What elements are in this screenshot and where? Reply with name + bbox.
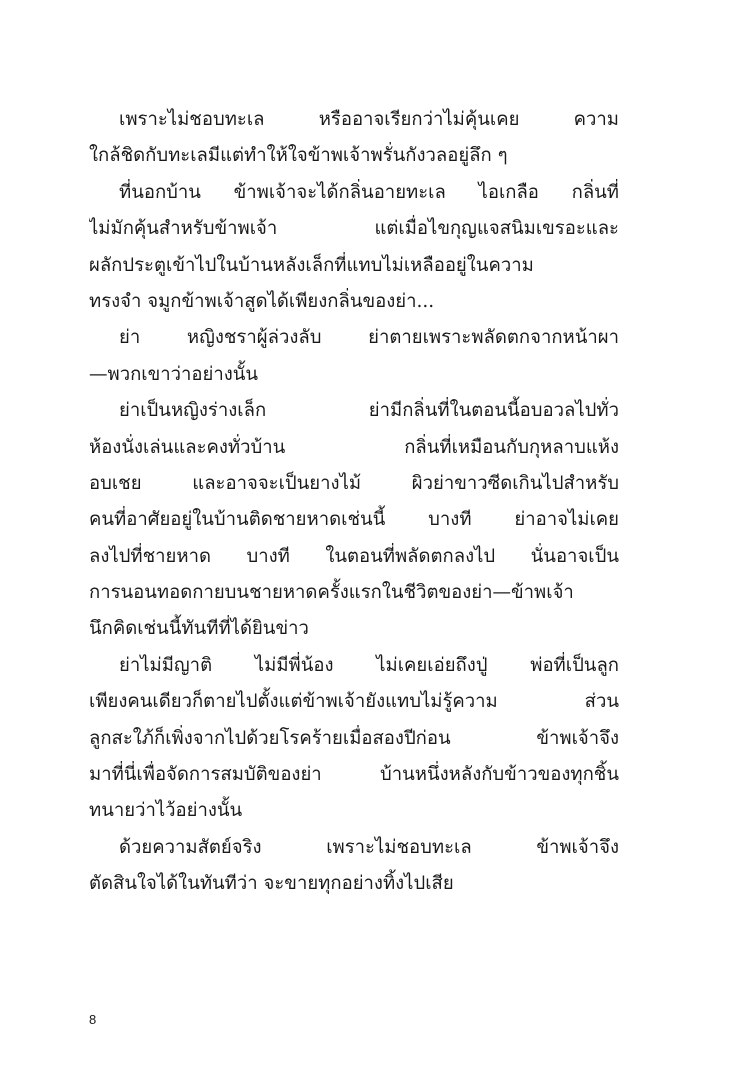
text-line: นึกคิดเช่นนี้ทันทีที่ได้ยินข่าว (89, 618, 309, 640)
text-line: มาที่นี่เพื่อจัดการสมบัติของย่า บ้านหนึ่งหลังกับข้าวของทุกชิ้น (89, 764, 619, 786)
text-line: ตัดสินใจได้ในทันทีว่า จะขายทุกอย่างทิ้งไปเสีย (89, 873, 454, 895)
text-line: คนที่อาศัยอยู่ในบ้านติดชายหาดเช่นนี้ บางที ย่าอาจไม่เคย (89, 509, 619, 531)
text-line: ย่า หญิงชราผู้ล่วงลับ ย่าตายเพราะพลัดตกจากหน้าผา (119, 327, 619, 349)
page-number: 8 (89, 1012, 97, 1027)
text-line: ลงไปที่ชายหาด บางที ในตอนที่พลัดตกลงไป นั่นอาจเป็น (89, 545, 619, 567)
text-line: ห้องนั่งเล่นและคงทั่วบ้าน กลิ่นที่เหมือนกับกุหลาบแห้ง (89, 436, 619, 458)
text-line: —พวกเขาว่าอย่างนั้น (89, 363, 259, 385)
text-line: ไม่มักคุ้นสำหรับข้าพเจ้า แต่เมื่อไขกุญแจสนิมเขรอะและ (89, 218, 619, 240)
body-text (89, 102, 619, 903)
text-line: เพียงคนเดียวก็ตายไปตั้งแต่ข้าพเจ้ายังแทบไม่รู้ความ ส่วน (89, 691, 619, 713)
text-line: การนอนทอดกายบนชายหาดครั้งแรกในชีวิตของย่า—ข้าพเจ้า (89, 582, 574, 604)
text-line: เพราะไม่ชอบทะเล หรืออาจเรียกว่าไม่คุ้นเคย ความ (119, 109, 619, 130)
text-line: ด้วยความสัตย์จริง เพราะไม่ชอบทะเล ข้าพเจ้าจึง (119, 836, 619, 858)
text-line: ที่นอกบ้าน ข้าพเจ้าจะได้กลิ่นอายทะเล ไอเกลือ กลิ่นที่ (119, 181, 619, 203)
text-line: ย่าเป็นหญิงร่างเล็ก ย่ามีกลิ่นที่ในตอนนี้อบอวลไปทั่ว (119, 400, 619, 422)
text-line: ย่าไม่มีญาติ ไม่มีพี่น้อง ไม่เคยเอ่ยถึงปู่ พ่อที่เป็นลูก (119, 654, 619, 676)
text-line: ลูกสะใภ้ก็เพิ่งจากไปด้วยโรคร้ายเมื่อสองปีก่อน ข้าพเจ้าจึง (89, 727, 619, 749)
text-line: ทรงจำ จมูกข้าพเจ้าสูดได้เพียงกลิ่นของย่า... (89, 290, 435, 312)
text-line: ทนายว่าไว้อย่างนั้น (89, 800, 243, 822)
text-line: อบเชย และอาจจะเป็นยางไม้ ผิวย่าขาวซีดเกินไปสำหรับ (89, 472, 619, 494)
text-line: ผลักประตูเข้าไปในบ้านหลังเล็กที่แทบไม่เหลืออยู่ในความ (89, 254, 534, 276)
text-line: ใกล้ชิดกับทะเลมีแต่ทำให้ใจข้าพเจ้าพรั่นกังวลอยู่ลึก ๆ (89, 145, 508, 167)
